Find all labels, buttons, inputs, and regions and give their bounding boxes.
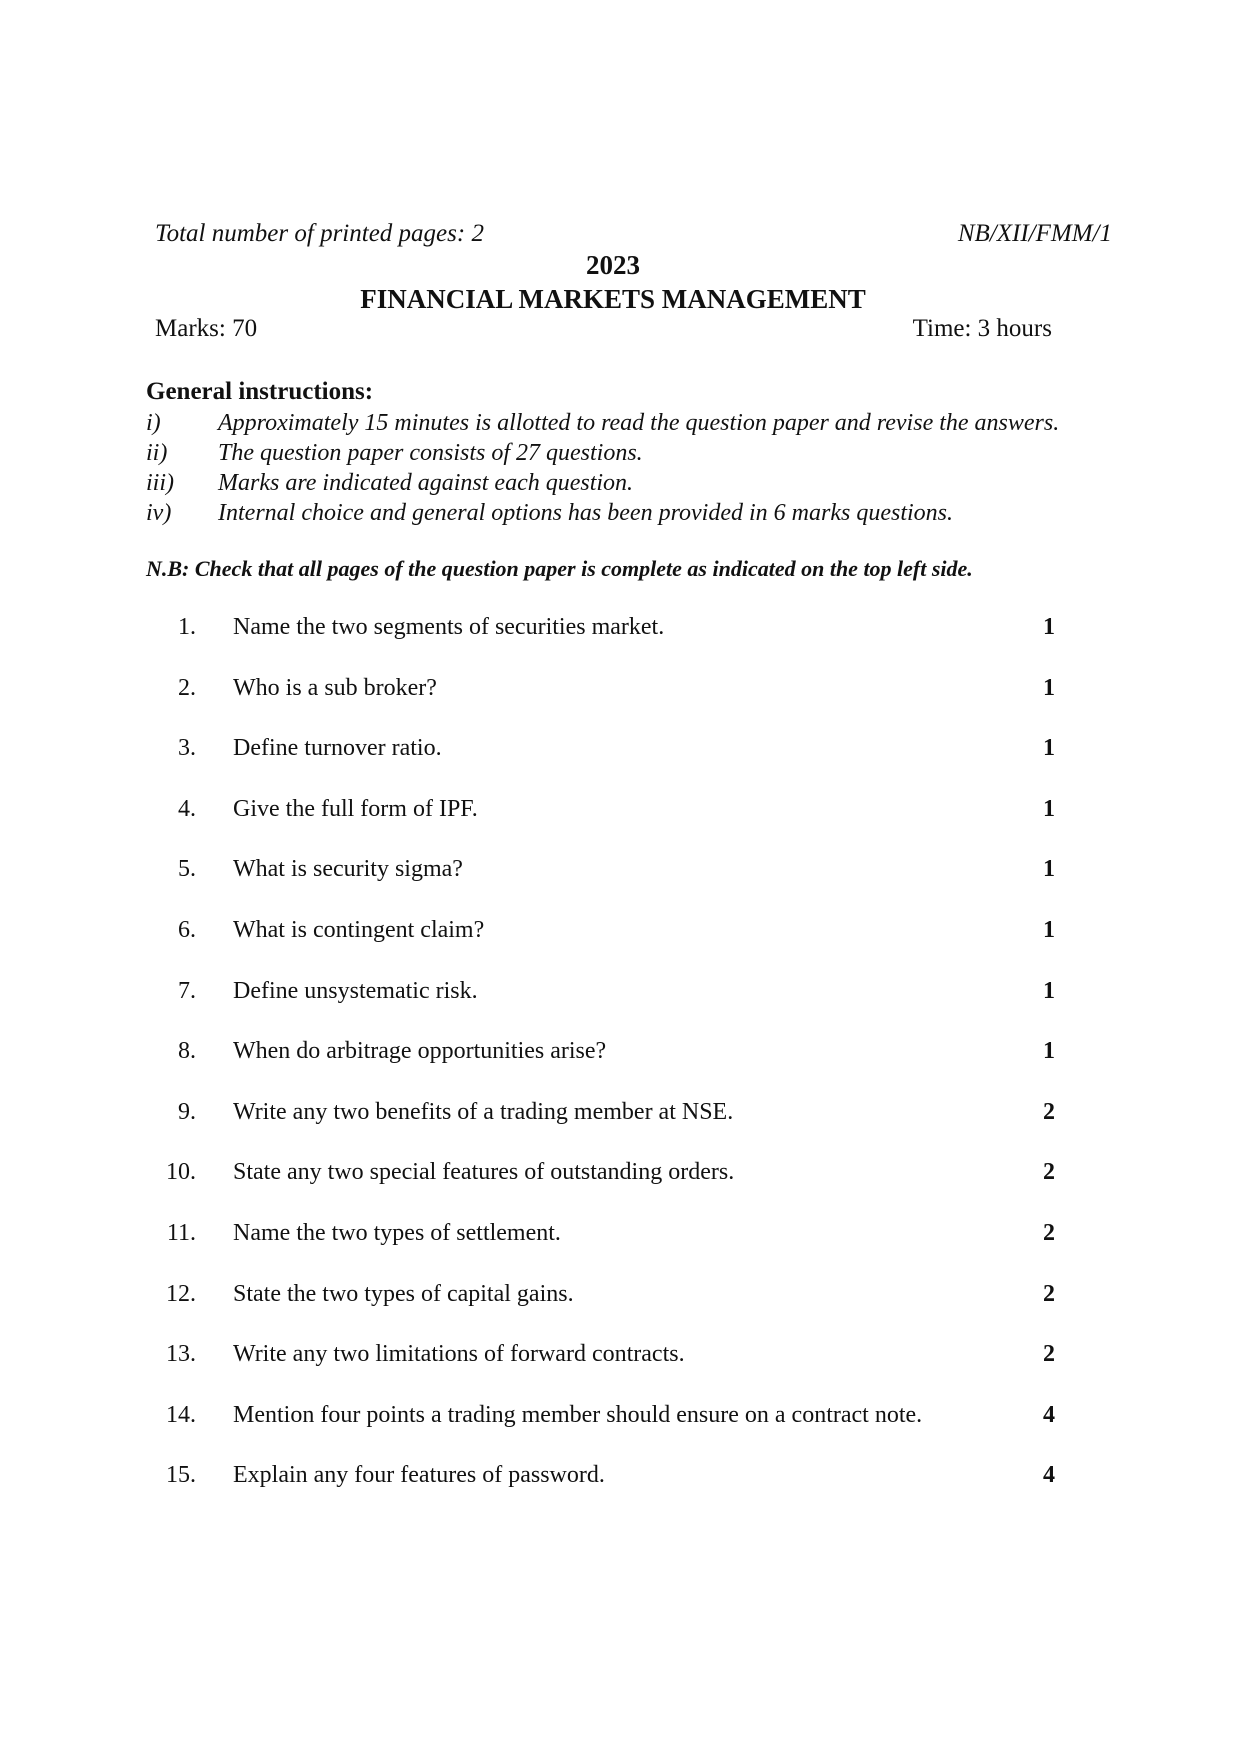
question-row [0, 917, 1240, 978]
question-number: 10. [166, 1159, 196, 1186]
time-allowed: Time: 3 hours [912, 315, 1052, 342]
instruction-number: ii) [146, 440, 168, 466]
question-text: What is contingent claim? [233, 916, 485, 943]
instruction-number: iv) [146, 500, 172, 526]
question-marks: 1 [1043, 614, 1055, 640]
question-text: Write any two benefits of a trading member at NSE. [233, 1098, 734, 1125]
question-marks: 2 [1043, 1219, 1055, 1246]
question-marks: 1 [1043, 674, 1055, 701]
question-number: 13. [166, 1341, 196, 1368]
question-number: 2. [178, 674, 196, 701]
question-text: Define turnover ratio. [233, 735, 442, 762]
printed-pages-note: Total number of printed pages: 2 [155, 220, 484, 247]
question-marks: 1 [1043, 795, 1055, 822]
question-marks: 2 [1043, 1159, 1055, 1186]
instructions-heading: General instructions: [146, 378, 374, 405]
question-text: State the two types of capital gains. [233, 1280, 574, 1307]
question-number: 14. [166, 1401, 196, 1428]
question-text: When do arbitrage opportunities arise? [233, 1038, 607, 1065]
question-row [0, 978, 1240, 1039]
question-row [0, 735, 1240, 796]
question-number: 9. [178, 1098, 196, 1125]
question-text: What is security sigma? [233, 856, 463, 883]
question-row [0, 614, 1240, 675]
question-number: 8. [178, 1038, 196, 1065]
question-number: 15. [166, 1462, 196, 1489]
nb-note: N.B: Check that all pages of the question paper is complete as indicated on the top left side. [146, 556, 973, 581]
question-text: Name the two types of settlement. [233, 1219, 561, 1246]
question-number: 4. [178, 795, 196, 822]
question-row [0, 1159, 1240, 1220]
question-text: Explain any four features of password. [233, 1462, 605, 1489]
question-marks: 2 [1043, 1098, 1055, 1125]
question-number: 3. [178, 735, 196, 762]
question-number: 11. [166, 1219, 196, 1246]
instruction-number: iii) [146, 470, 174, 496]
question-text: State any two special features of outstanding orders. [233, 1159, 735, 1186]
question-marks: 4 [1043, 1401, 1055, 1428]
question-marks: 4 [1043, 1462, 1055, 1489]
question-marks: 2 [1043, 1341, 1055, 1368]
question-text: Write any two limitations of forward contracts. [233, 1341, 685, 1368]
question-row [0, 1038, 1240, 1099]
instruction-item [146, 468, 1076, 498]
instruction-number: i) [146, 410, 161, 436]
question-list [0, 614, 1240, 1523]
exam-year: 2023 [586, 250, 640, 280]
question-row [0, 1281, 1240, 1342]
instruction-text: Approximately 15 minutes is allotted to read the question paper and revise the answers. [218, 410, 1060, 436]
question-marks: 1 [1043, 1038, 1055, 1065]
question-row [0, 675, 1240, 736]
instructions-list [146, 408, 1076, 528]
question-row [0, 1099, 1240, 1160]
question-number: 12. [166, 1280, 196, 1307]
instruction-text: The question paper consists of 27 questions. [218, 440, 643, 466]
question-row [0, 856, 1240, 917]
subject-title: FINANCIAL MARKETS MANAGEMENT [360, 284, 866, 314]
paper-code: NB/XII/FMM/1 [957, 220, 1112, 247]
question-number: 6. [178, 916, 196, 943]
question-marks: 2 [1043, 1280, 1055, 1307]
total-marks: Marks: 70 [155, 315, 258, 342]
question-text: Name the two segments of securities market. [233, 614, 665, 640]
question-text: Mention four points a trading member should ensure on a contract note. [233, 1401, 923, 1428]
question-number: 7. [178, 977, 196, 1004]
question-marks: 1 [1043, 735, 1055, 762]
instruction-text: Internal choice and general options has been provided in 6 marks questions. [218, 500, 953, 526]
question-row [0, 1462, 1240, 1523]
instruction-item [146, 498, 1076, 528]
question-row [0, 796, 1240, 857]
question-row [0, 1341, 1240, 1402]
question-text: Give the full form of IPF. [233, 795, 478, 822]
instruction-text: Marks are indicated against each question. [218, 470, 634, 496]
instruction-item [146, 408, 1076, 438]
question-text: Define unsystematic risk. [233, 977, 478, 1004]
question-marks: 1 [1043, 977, 1055, 1004]
question-marks: 1 [1043, 916, 1055, 943]
question-number: 1. [178, 614, 196, 640]
question-marks: 1 [1043, 856, 1055, 883]
question-text: Who is a sub broker? [233, 674, 437, 701]
question-row [0, 1220, 1240, 1281]
question-number: 5. [178, 856, 196, 883]
question-row [0, 1402, 1240, 1463]
instruction-item [146, 438, 1076, 468]
